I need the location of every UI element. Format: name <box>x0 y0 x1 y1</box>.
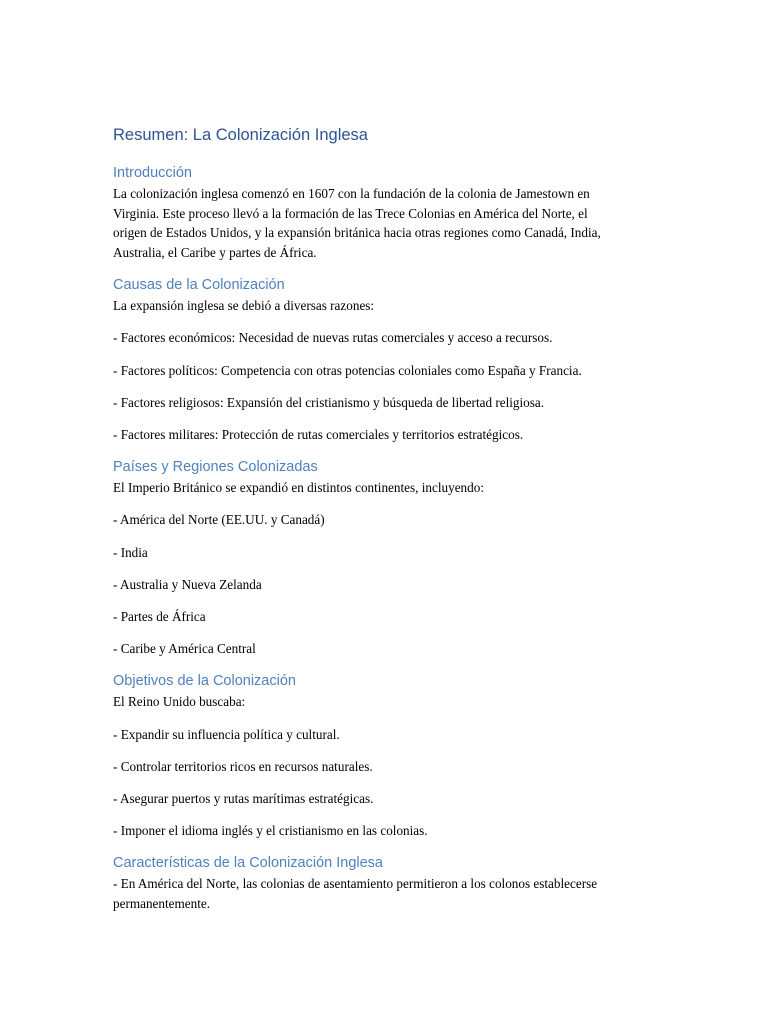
list-item: - Imponer el idioma inglés y el cristianismo en las colonias. <box>113 822 428 838</box>
list-item: - Factores económicos: Necesidad de nuevas rutas comerciales y acceso a recursos. <box>113 330 553 346</box>
document-body <box>113 122 673 914</box>
section-paragraph <box>113 184 673 262</box>
section-heading-caracteristicas: Características de la Colonización Inglesa <box>113 855 383 872</box>
paragraph-line: - En América del Norte, las colonias de asentamiento permitieron a los colonos establecerse <box>113 876 598 892</box>
section-intro: El Imperio Británico se expandió en distintos continentes, incluyendo: <box>113 480 485 496</box>
list-item: - América del Norte (EE.UU. y Canadá) <box>113 512 325 528</box>
section-heading-objetivos: Objetivos de la Colonización <box>113 673 296 690</box>
paragraph-line: Virginia. Este proceso llevó a la formación de las Trece Colonias en América del Norte, el <box>113 205 588 221</box>
list-item: - Factores militares: Protección de rutas comerciales y territorios estratégicos. <box>113 426 524 442</box>
list-item: - India <box>113 544 148 560</box>
list-item: - Caribe y América Central <box>113 640 256 656</box>
list-item: - Partes de África <box>113 608 206 624</box>
paragraph-line: permanentemente. <box>113 895 211 911</box>
section-intro: La expansión inglesa se debió a diversas razones: <box>113 298 375 314</box>
section-heading-causas: Causas de la Colonización <box>113 277 285 294</box>
section-heading-paises: Países y Regiones Colonizadas <box>113 459 318 476</box>
section-heading-introduccion: Introducción <box>113 165 192 181</box>
document-title: Resumen: La Colonización Inglesa <box>113 126 368 144</box>
list-item: - Factores políticos: Competencia con otras potencias coloniales como España y Francia. <box>113 362 582 378</box>
list-item: - Factores religiosos: Expansión del cristianismo y búsqueda de libertad religiosa. <box>113 394 545 410</box>
paragraph-line: Australia, el Caribe y partes de África. <box>113 244 317 260</box>
list-item: - Australia y Nueva Zelanda <box>113 576 262 592</box>
section-intro: El Reino Unido buscaba: <box>113 694 246 710</box>
list-item: - Asegurar puertos y rutas marítimas estratégicas. <box>113 790 374 806</box>
paragraph-line: La colonización inglesa comenzó en 1607 con la fundación de la colonia de Jamestown en <box>113 186 590 201</box>
paragraph-line: origen de Estados Unidos, y la expansión británica hacia otras regiones como Canadá, India, <box>113 225 601 241</box>
list-item: - Expandir su influencia política y cultural. <box>113 726 340 742</box>
section-paragraph <box>113 874 673 913</box>
list-item: - Controlar territorios ricos en recursos naturales. <box>113 758 373 774</box>
